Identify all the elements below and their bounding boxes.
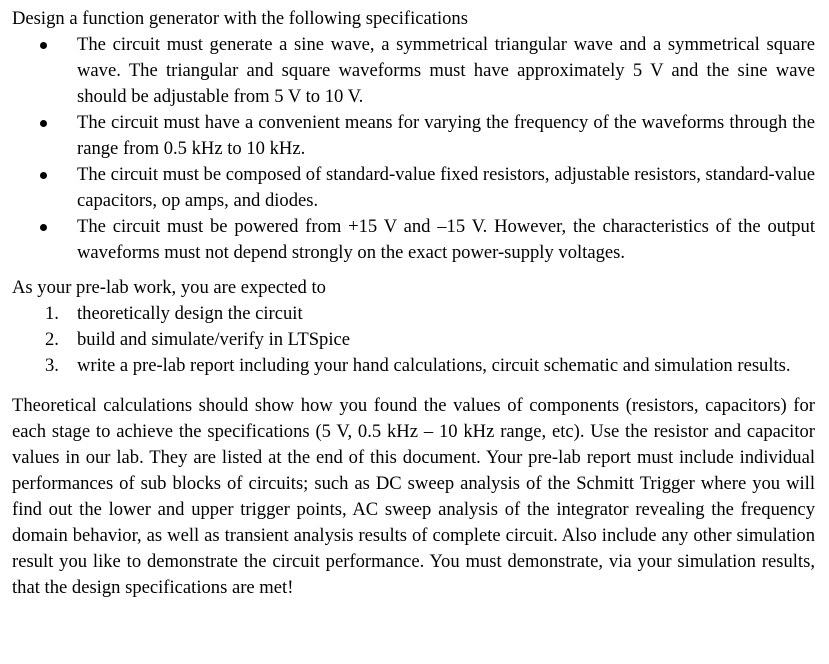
spec-heading: Design a function generator with the following specifications (12, 8, 468, 29)
spec-text: The circuit must be composed of standard-value fixed resistors, adjustable resistors, standard-value capacitors, op amps, and diodes. (77, 164, 815, 211)
step-item (12, 353, 815, 379)
step-text: theoretically design the circuit (77, 303, 303, 324)
spec-text: The circuit must generate a sine wave, a symmetrical triangular wave and a symmetrical square wave. The triangular and square waveforms must have approximately 5 V and the sine wave should be adjustable from 5 V to 10 V. (77, 34, 815, 107)
spec-item (12, 32, 815, 110)
step-item (12, 301, 815, 327)
prelab-steps (12, 301, 815, 379)
theory-paragraph: Theoretical calculations should show how you found the values of components (resistors, capacitors) for each stage to achieve the specifications (5 V, 0.5 kHz – 10 kHz range, etc). Use the resistor and capacitor values in our lab. They are listed at the end of this document. Your pre-lab report must include individual performances of sub blocks of circuits; such as DC sweep analysis of the Schmitt Trigger where you will find out the lower and upper trigger points, AC sweep analysis of the integrator revealing the frequency domain behavior, as well as transient analysis results of complete circuit. Also include any other simulation result you like to demonstrate the circuit performance. You must demonstrate, via your simulation results, that the design specifications are met! (12, 395, 815, 598)
step-text: write a pre-lab report including your hand calculations, circuit schematic and simulation results. (77, 355, 791, 376)
spec-text: The circuit must be powered from +15 V and –15 V. However, the characteristics of the output waveforms must not depend strongly on the exact power-supply voltages. (77, 216, 815, 263)
prelab-intro: As your pre-lab work, you are expected to (12, 277, 326, 298)
step-item (12, 327, 815, 353)
step-number: 1. (45, 303, 59, 324)
spec-list (12, 32, 815, 266)
spec-text: The circuit must have a convenient means for varying the frequency of the waveforms through the range from 0.5 kHz to 10 kHz. (77, 112, 815, 159)
step-text: build and simulate/verify in LTSpice (77, 329, 351, 350)
spec-item (12, 162, 815, 214)
spec-item (12, 214, 815, 266)
spec-item (12, 110, 815, 162)
step-number: 3. (45, 355, 59, 376)
bullet-icon (40, 120, 47, 127)
step-number: 2. (45, 329, 59, 350)
bullet-icon (40, 42, 47, 49)
bullet-icon (40, 172, 47, 179)
bullet-icon (40, 224, 47, 231)
